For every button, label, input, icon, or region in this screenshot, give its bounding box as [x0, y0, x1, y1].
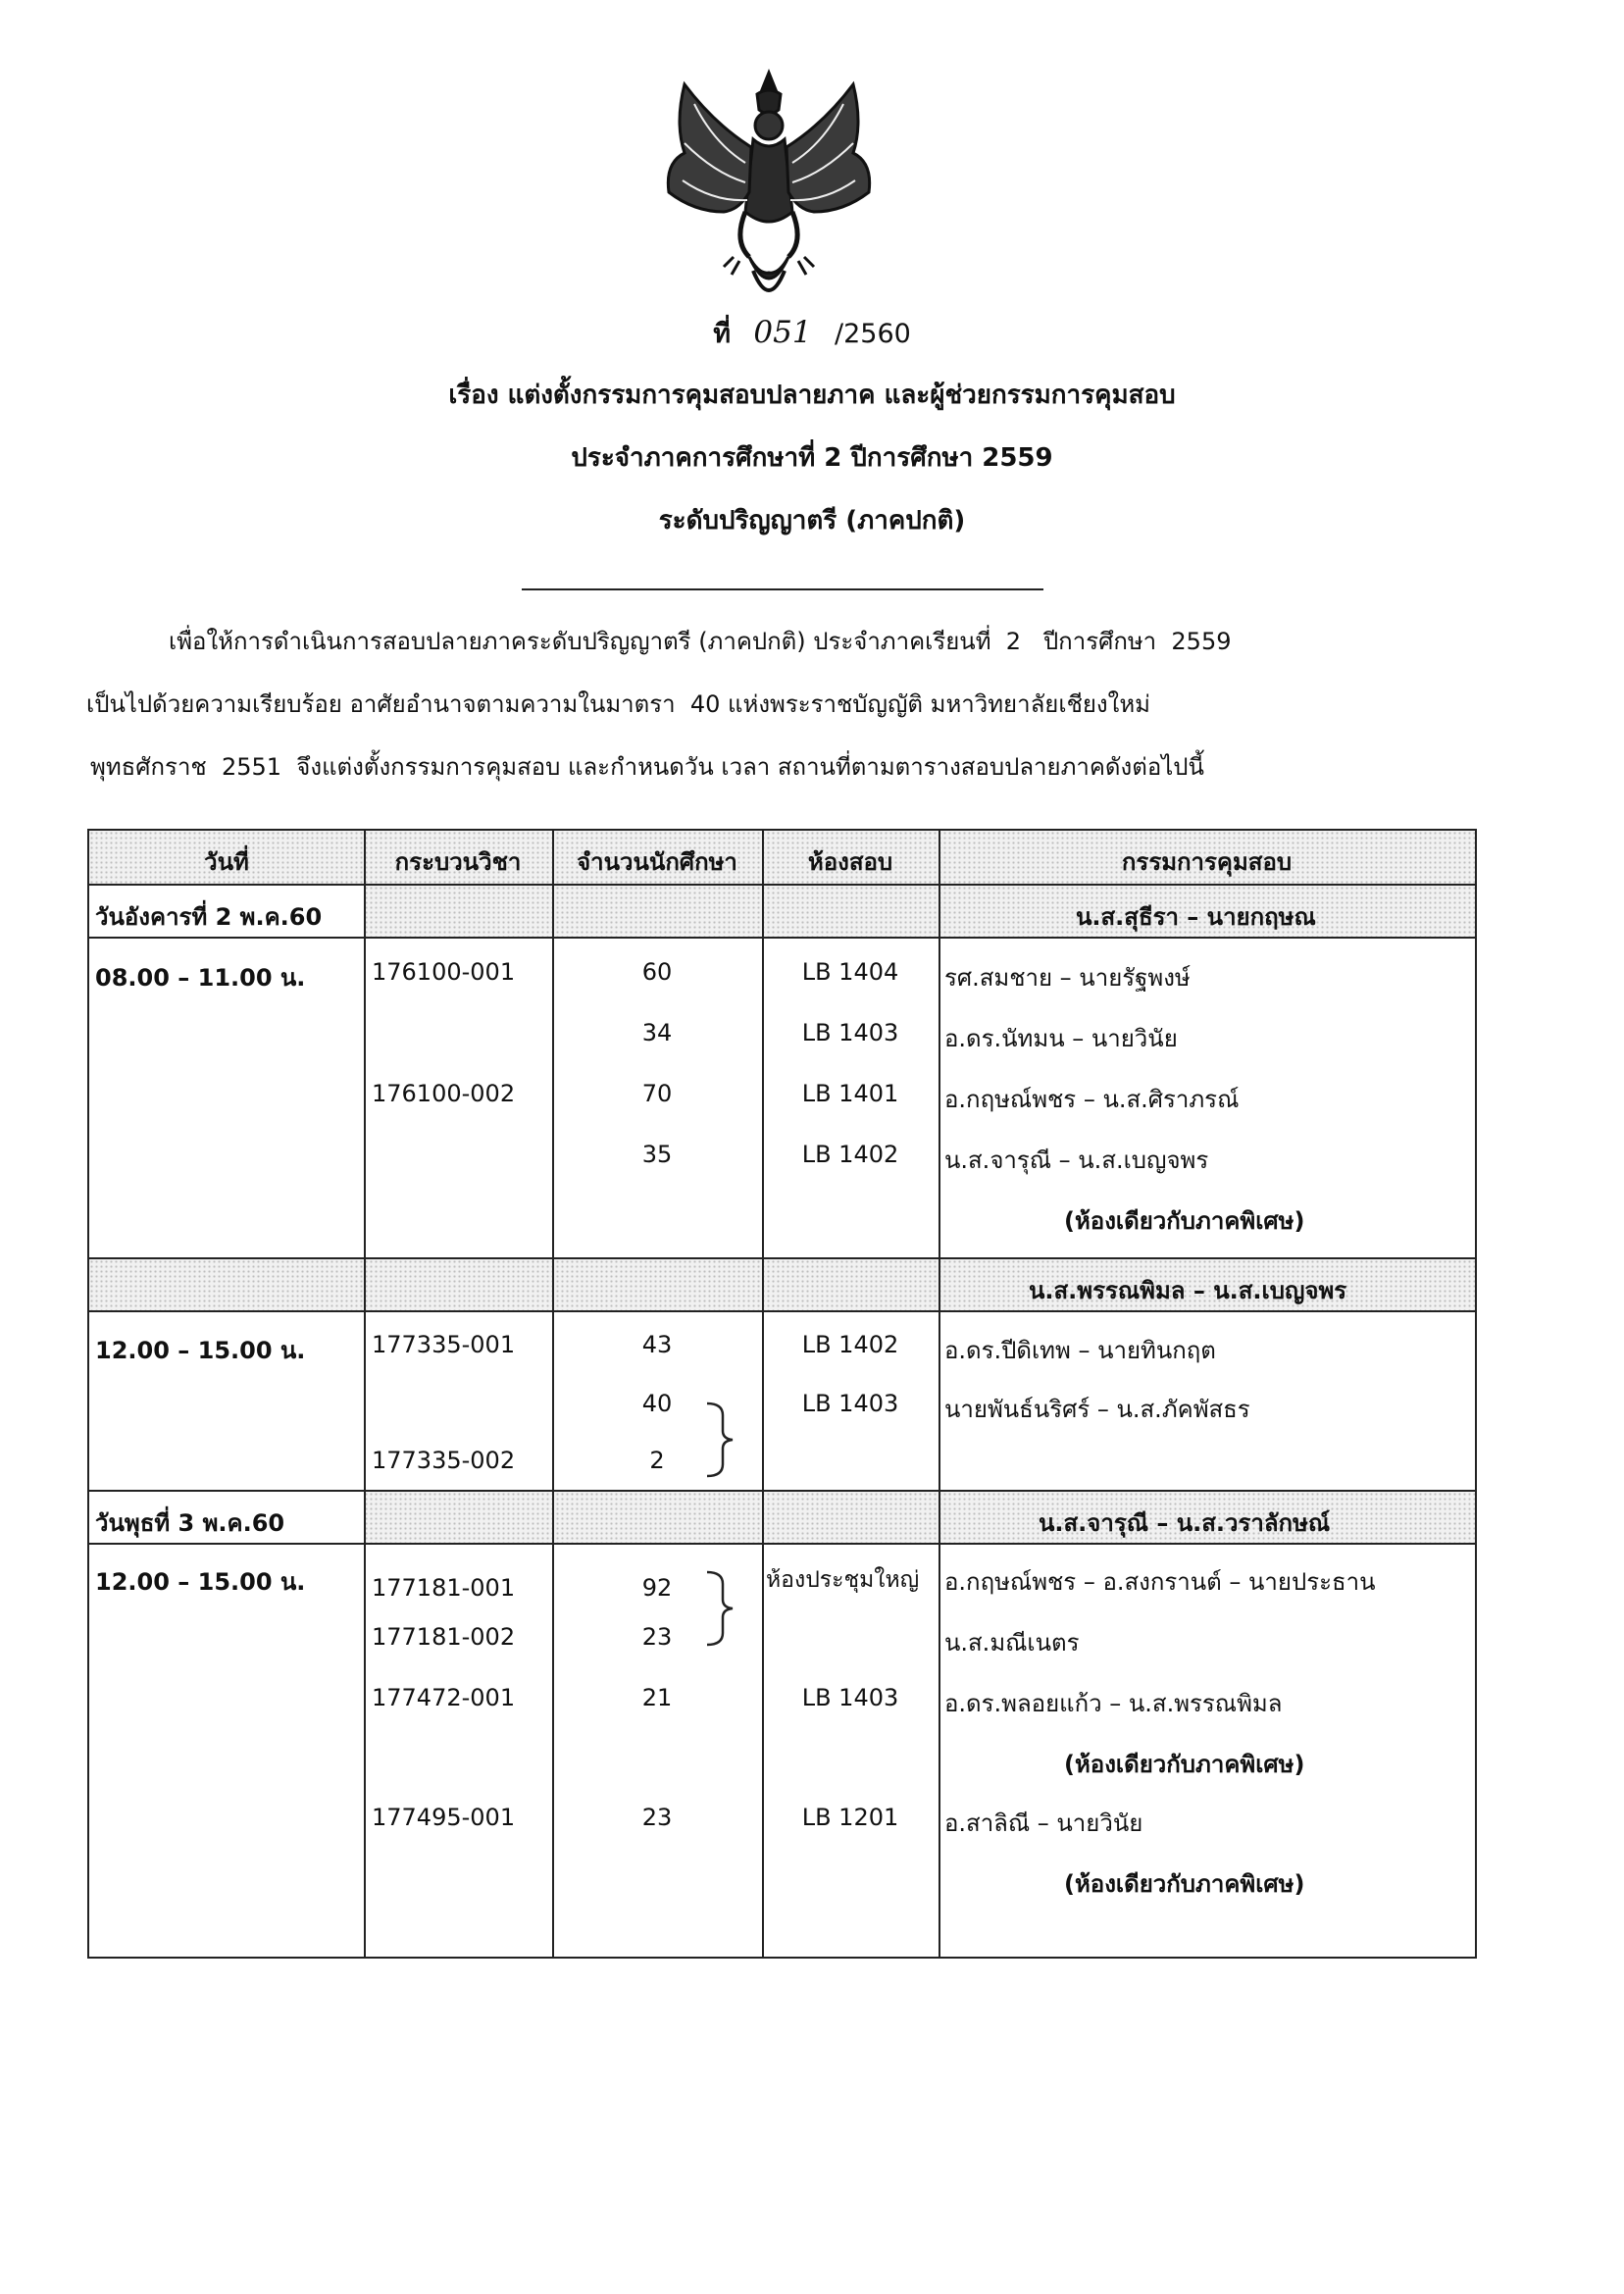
row-divider	[89, 937, 1475, 939]
subject-line: เรื่อง แต่งตั้งกรรมการคุมสอบปลายภาค และผู้ช่วยกรรมการคุมสอบ	[448, 381, 1176, 410]
student-count: 23	[641, 1623, 673, 1651]
course-code: 176100-001	[372, 958, 516, 986]
student-count: 35	[641, 1141, 673, 1168]
exam-schedule-table	[87, 829, 1477, 1959]
grouping-brace-icon	[703, 1568, 742, 1649]
exam-room: LB 1402	[801, 1331, 899, 1358]
row-divider	[89, 1543, 1475, 1545]
student-count: 23	[641, 1804, 673, 1831]
exam-room: LB 1401	[801, 1080, 899, 1107]
row-divider	[89, 1257, 1475, 1259]
course-code: 177335-002	[372, 1447, 516, 1474]
committee-names: อ.สาลิณี – นายวินัย	[944, 1810, 1143, 1837]
garuda-emblem-icon	[655, 65, 883, 312]
course-code: 177495-001	[372, 1804, 516, 1831]
intro-line-1: เพื่อให้การดำเนินการสอบปลายภาคระดับปริญญาตรี (ภาคปกติ) ประจำภาคเรียนที่ 2 ปีการศึกษา 2559	[169, 628, 1232, 655]
exam-room: LB 1201	[801, 1804, 899, 1831]
course-code: 177335-001	[372, 1331, 516, 1358]
committee-names: นายพันธ์นริศร์ – น.ส.ภัคพัสธร	[944, 1396, 1250, 1423]
intro-line-2: เป็นไปด้วยความเรียบร้อย อาศัยอำนาจตามความในมาตรา 40 แห่งพระราชบัญญัติ มหาวิทยาลัยเชียงใหม่	[86, 690, 1150, 718]
shared-room-note: (ห้องเดียวกับภาคพิเศษ)	[1064, 1751, 1305, 1778]
student-count: 34	[641, 1019, 673, 1046]
committee-names: อ.กฤษณ์พชร – อ.สงกรานต์ – นายประธาน	[944, 1568, 1376, 1596]
course-code: 176100-002	[372, 1080, 516, 1107]
row-divider	[89, 1310, 1475, 1312]
committee-names: อ.กฤษณ์พชร – น.ส.ศิราภรณ์	[944, 1086, 1240, 1113]
document-number	[0, 312, 1624, 354]
student-count: 40	[641, 1390, 673, 1417]
exam-room: LB 1404	[801, 958, 899, 986]
header-room: ห้องสอบ	[807, 848, 893, 876]
doc-no-handwritten: 051	[753, 315, 812, 350]
student-count: 70	[641, 1080, 673, 1107]
day2-supervisor: น.ส.จารุณี – น.ส.วราลักษณ์	[1039, 1509, 1331, 1537]
session2-supervisor: น.ส.พรรณพิมล – น.ส.เบญจพร	[1029, 1277, 1347, 1304]
session3-time: 12.00 – 15.00 น.	[95, 1568, 306, 1596]
col-divider	[939, 831, 940, 1957]
shared-room-note: (ห้องเดียวกับภาคพิเศษ)	[1064, 1870, 1305, 1898]
header-date: วันที่	[204, 848, 249, 876]
committee-names: อ.ดร.ปีดิเทพ – นายทินกฤต	[944, 1337, 1216, 1364]
row-divider	[89, 884, 1475, 886]
header-committee: กรรมการคุมสอบ	[1121, 848, 1293, 876]
session1-time: 08.00 – 11.00 น.	[95, 964, 306, 992]
exam-room: LB 1403	[801, 1390, 899, 1417]
col-divider	[364, 831, 366, 1957]
doc-no-year: /2560	[834, 319, 911, 349]
day1-supervisor: น.ส.สุธีรา – นายกฤษณ	[1076, 903, 1316, 931]
student-count: 21	[641, 1684, 673, 1711]
student-count: 60	[641, 958, 673, 986]
committee-names: รศ.สมชาย – นายรัฐพงษ์	[944, 964, 1191, 992]
intro-line-3: พุทธศักราช 2551 จึงแต่งตั้งกรรมการคุมสอบ และกำหนดวัน เวลา สถานที่ตามตารางสอบปลายภาคดังต่อไปนี้	[90, 753, 1204, 781]
exam-room: LB 1402	[801, 1141, 899, 1168]
level-line: ระดับปริญญาตรี (ภาคปกติ)	[658, 506, 966, 535]
course-code: 177181-001	[372, 1574, 516, 1602]
committee-names: อ.ดร.นัทมน – นายวินัย	[944, 1025, 1178, 1052]
term-line: ประจำภาคการศึกษาที่ 2 ปีการศึกษา 2559	[571, 443, 1053, 473]
grouping-brace-icon	[703, 1400, 742, 1480]
session2-time: 12.00 – 15.00 น.	[95, 1337, 306, 1364]
committee-names: น.ส.จารุณี – น.ส.เบญจพร	[944, 1147, 1209, 1174]
day1-label: วันอังคารที่ 2 พ.ค.60	[95, 903, 323, 931]
course-code: 177472-001	[372, 1684, 516, 1711]
exam-room: LB 1403	[801, 1684, 899, 1711]
row-divider	[89, 1490, 1475, 1492]
shared-room-note: (ห้องเดียวกับภาคพิเศษ)	[1064, 1207, 1305, 1235]
header-students: จำนวนนักศึกษา	[577, 848, 737, 876]
committee-names: น.ส.มณีเนตร	[944, 1629, 1080, 1657]
student-count: 43	[641, 1331, 673, 1358]
committee-names: อ.ดร.พลอยแก้ว – น.ส.พรรณพิมล	[944, 1690, 1283, 1717]
title-divider	[522, 588, 1043, 590]
student-count: 92	[641, 1574, 673, 1602]
course-code: 177181-002	[372, 1623, 516, 1651]
day2-label: วันพุธที่ 3 พ.ค.60	[95, 1509, 285, 1537]
exam-room: ห้องประชุมใหญ่	[766, 1567, 920, 1593]
student-count: 2	[649, 1447, 665, 1474]
exam-room: LB 1403	[801, 1019, 899, 1046]
doc-no-prefix: ที่	[713, 319, 731, 349]
header-course: กระบวนวิชา	[394, 848, 522, 876]
